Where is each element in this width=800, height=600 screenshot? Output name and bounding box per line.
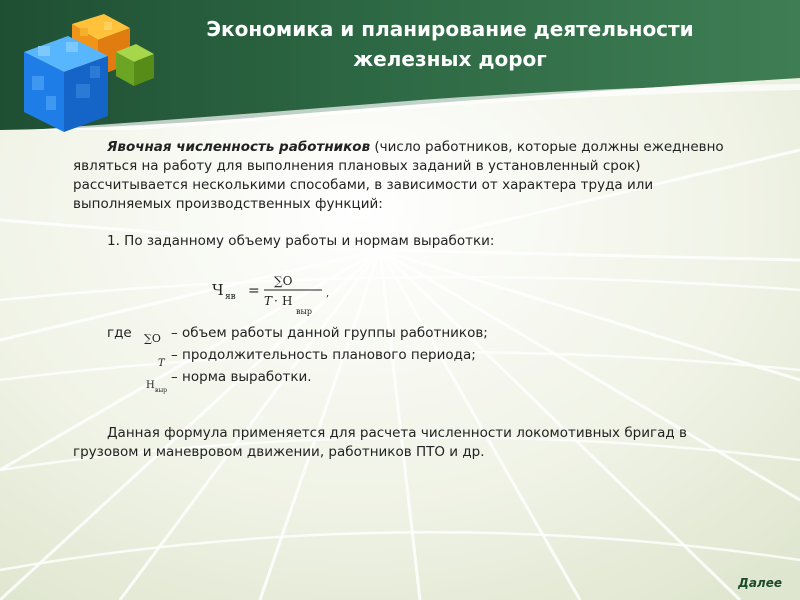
legend-row bbox=[107, 324, 667, 346]
formula-denominator-t: T bbox=[264, 294, 273, 308]
legend-symbol-h: H bbox=[146, 380, 155, 391]
formula-lhs: Ч bbox=[212, 281, 224, 299]
legend-desc: – продолжительность планового периода; bbox=[171, 347, 476, 363]
green-cube-icon bbox=[116, 44, 154, 86]
puzzle-cube-logo bbox=[6, 6, 166, 136]
legend-row bbox=[107, 346, 667, 368]
formula-denominator-h: H bbox=[282, 294, 293, 308]
legend-block bbox=[107, 324, 667, 390]
legend-desc: – норма выработки. bbox=[171, 369, 312, 385]
slide-title bbox=[150, 14, 750, 74]
intro-term: Явочная численность работников bbox=[107, 139, 371, 155]
method-1-heading: 1. По заданному объему работы и нормам выработки: bbox=[107, 233, 495, 249]
blue-cube-icon bbox=[24, 36, 108, 132]
intro-paragraph bbox=[73, 138, 743, 214]
formula-eq: = bbox=[248, 283, 260, 299]
content-block bbox=[73, 138, 743, 251]
formula-lhs-sub: яв bbox=[225, 292, 236, 302]
conclusion-paragraph: Данная формула применяется для расчета численности локомотивных бригад в грузовом и маневровом движении, работников ПТО и др. bbox=[73, 424, 687, 460]
legend-symbol-h-sub: выр bbox=[155, 387, 167, 394]
where-word: где bbox=[107, 325, 132, 341]
legend-symbol-t: T bbox=[158, 358, 165, 369]
legend-desc: – объем работы данной группы работников; bbox=[171, 325, 488, 341]
legend-symbol-sum-o: ∑O bbox=[144, 332, 161, 345]
formula-denominator-dot: · bbox=[274, 294, 278, 308]
legend-row bbox=[107, 368, 667, 390]
formula-yavochnaya bbox=[212, 272, 352, 322]
intro-text: (число работников, которые должны ежедневно являться на работу для выполнения плановых заданий в установленный срок) рассчитывается несколькими способами, в зависимости от характера труда или выполняемых производственных функций: bbox=[73, 139, 724, 212]
formula-denominator-sub: выр bbox=[296, 307, 312, 316]
next-link[interactable]: Далее bbox=[738, 576, 782, 590]
formula-numerator: ∑O bbox=[274, 274, 293, 288]
formula-tail: , bbox=[326, 288, 330, 299]
title-line-1: Экономика и планирование деятельности bbox=[206, 17, 694, 41]
title-line-2: железных дорог bbox=[353, 47, 547, 71]
legend-symbols bbox=[140, 328, 180, 394]
